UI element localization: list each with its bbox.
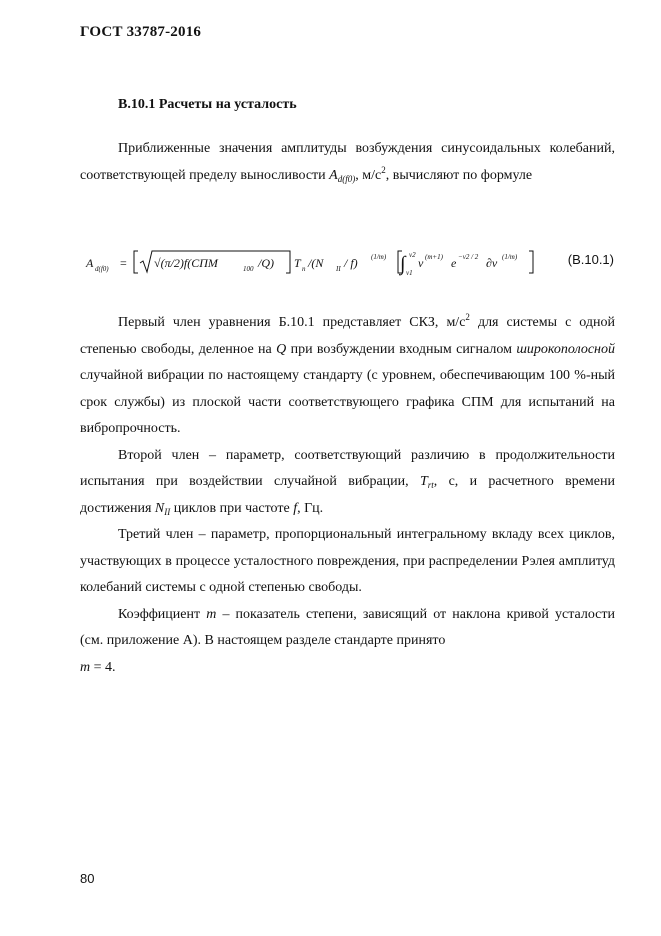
paragraph-text: , с, и расчетного времени достижения xyxy=(80,474,615,516)
symbol-m: m xyxy=(80,659,91,675)
paragraph-intro xyxy=(80,136,615,189)
formula-term2-mid: /(N xyxy=(308,256,324,270)
body-paragraphs xyxy=(80,310,615,681)
formula-lhs: A xyxy=(86,256,94,270)
paragraph-coefficient-value xyxy=(80,655,615,682)
section-title: B.10.1 Расчеты на усталость xyxy=(118,97,297,112)
formula-term2-n-sub: II xyxy=(336,265,341,273)
paragraph-coefficient xyxy=(80,602,615,655)
formula-eq: = xyxy=(120,256,127,270)
formula-block xyxy=(84,243,614,283)
formula-term1-end: /Q) xyxy=(258,256,274,270)
symbol-t: $T_{rt}$ xyxy=(419,474,434,490)
symbol-q: Q xyxy=(276,341,287,357)
paragraph-second-term xyxy=(80,443,615,523)
integrand-nu: ν xyxy=(418,256,424,270)
symbol-m: m xyxy=(206,606,217,622)
paragraph-text: , Гц. xyxy=(297,500,324,516)
integrand-exp: (m+1) xyxy=(425,253,443,261)
right-bracket xyxy=(286,251,290,273)
formula-term2-end: / f) xyxy=(344,256,358,270)
integrand-e-exp: −ν2 / 2 xyxy=(458,253,479,261)
formula-term1: √(π/2)f(СПМ xyxy=(154,256,218,270)
unit-superscript: 2 xyxy=(381,164,386,175)
paragraph-first-term xyxy=(80,310,615,443)
integral-sign: ∫ xyxy=(400,253,406,275)
paragraph-text: – показатель степени, зависящий от наклона кривой усталости (см. приложение А). В настоящем разделе стандарте принято xyxy=(80,606,615,648)
integrand-e: e xyxy=(451,256,457,270)
paragraph-text: Второй член – параметр, соответствующий различию в продолжительности испытания при воздействии случайной вибрации, xyxy=(80,447,615,489)
symbol-a: $A_{d(f0)}$ xyxy=(329,167,356,184)
integral-upper: ν2 xyxy=(409,251,416,259)
document-header: ГОСТ 33787-2016 xyxy=(80,24,202,40)
paragraph-text: , вычисляют по формуле xyxy=(385,167,533,183)
formula-term1-sub: 100 xyxy=(243,265,254,273)
formula-exp: (1/m) xyxy=(371,253,387,261)
paragraph-text: для системы с одной степенью свободы, деленное на xyxy=(80,315,616,357)
right-bracket-2 xyxy=(529,251,533,273)
formula-lhs-sub: d(f0) xyxy=(95,265,109,273)
symbol-f: f xyxy=(293,500,298,516)
integrand-d: ∂ν xyxy=(486,256,498,270)
paragraph-text: циклов при частоте xyxy=(170,500,294,516)
equation-number: (B.10.1) xyxy=(567,252,614,267)
paragraph-text: Коэффициент xyxy=(118,606,207,622)
integrand-tail: (1/m) xyxy=(502,253,518,261)
paragraph-text: при возбуждении входным сигналом xyxy=(286,341,517,357)
formula-term2-t-sub: n xyxy=(302,265,306,273)
italic-term: широкополосной xyxy=(516,341,615,357)
formula-b-10-1 xyxy=(84,243,584,283)
paragraph-text: случайной вибрации по настоящему стандарту (с уровнем, обеспечивающим 100 %-ный срок службы) из плоской части соответствующего графика СПМ для испытаний на вибропрочность. xyxy=(80,368,615,436)
unit-superscript: 2 xyxy=(465,312,470,322)
paragraph-text: = 4. xyxy=(90,659,116,675)
symbol-subscript: d(f0) xyxy=(337,173,356,184)
symbol-n: $N_{II}$ xyxy=(154,500,171,517)
integral-lower: ν1 xyxy=(406,269,413,277)
paragraph-text: Приближенные значения амплитуды возбуждения синусоидальных колебаний, соответствующей пределу выносливости xyxy=(80,141,615,183)
page-number: 80 xyxy=(80,871,95,886)
paragraph-text: Первый член уравнения Б.10.1 представляет СКЗ, м/с xyxy=(118,315,466,330)
left-bracket xyxy=(134,251,138,273)
paragraph-third-term: Третий член – параметр, пропорциональный интегральному вкладу всех циклов, участвующих в процессе усталостного повреждения, при распределении Рэлея амплитуд колебаний системы с одной степенью свободы. xyxy=(80,527,615,595)
paragraph-text: , м/с xyxy=(355,167,382,183)
formula-term2-t: T xyxy=(294,256,301,270)
